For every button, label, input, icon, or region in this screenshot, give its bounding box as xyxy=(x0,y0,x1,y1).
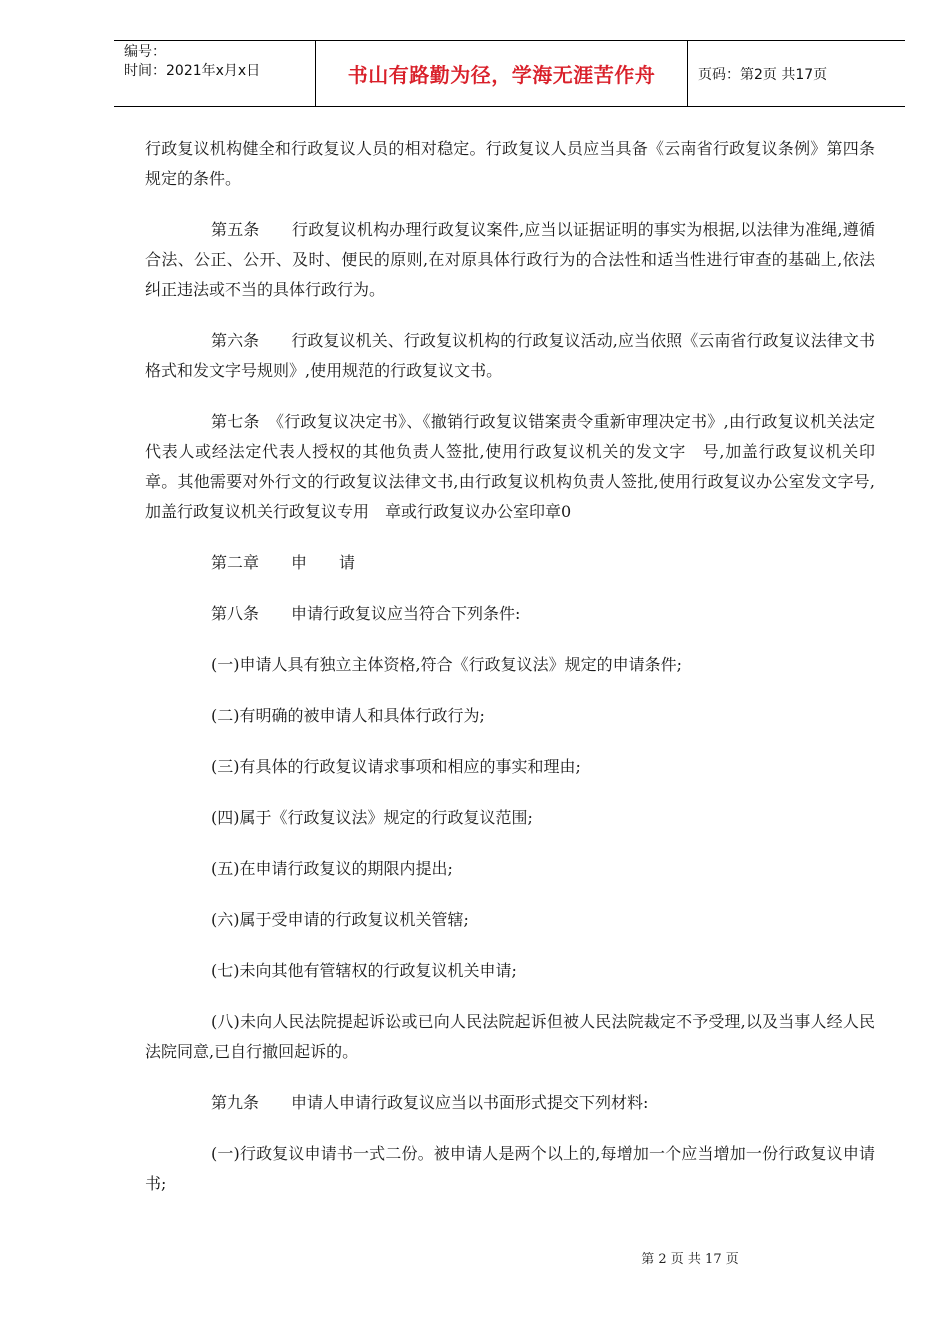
list-item: (三)有具体的行政复议请求事项和相应的事实和理由; xyxy=(211,757,581,776)
list-item: (六)属于受申请的行政复议机关管辖; xyxy=(211,910,469,929)
document-number-label: 编号： xyxy=(124,44,166,60)
header-page-info: 页码：第2页 共17页 xyxy=(698,66,828,83)
page-header xyxy=(114,40,905,107)
header-meta-cell xyxy=(114,41,316,106)
paragraph: 第七条 《行政复议决定书》、《撤销行政复议错案责令重新审理决定书》,由行政复议机关法定代表人或经法定代表人授权的其他负责人签批,使用行政复议机关的发文字 号,加盖行政复议机关印章。其他需要对外行文的行政复议法律文书,由行政复议机构负责人签批,使用行政复议办公室发文字号,加盖行政复议机关行政复议专用 章或行政复议办公室印章0 xyxy=(145,412,875,521)
paragraph: 第五条 行政复议机构办理行政复议案件,应当以证据证明的事实为根据,以法律为准绳,遵循合法、公正、公开、及时、便民的原则,在对原具体行政行为的合法性和适当性进行审查的基础上,依法纠正违法或不当的具体行政行为。 xyxy=(145,220,875,299)
paragraph: 第六条 行政复议机关、行政复议机构的行政复议活动,应当依照《云南省行政复议法律文书格式和发文字号规则》,使用规范的行政复议文书。 xyxy=(145,331,875,380)
paragraph: 第八条 申请行政复议应当符合下列条件: xyxy=(211,604,521,623)
header-motto: 书山有路勤为径，学海无涯苦作舟 xyxy=(316,41,688,106)
chapter-heading: 第二章 申 请 xyxy=(211,553,356,572)
paragraph: 行政复议机构健全和行政复议人员的相对稳定。行政复议人员应当具备《云南省行政复议条例》第四条规定的条件。 xyxy=(145,139,875,188)
list-item: (一)行政复议申请书一式二份。被申请人是两个以上的,每增加一个应当增加一份行政复议申请书; xyxy=(145,1144,875,1193)
list-item: (四)属于《行政复议法》规定的行政复议范围; xyxy=(211,808,533,827)
list-item: (五)在申请行政复议的期限内提出; xyxy=(211,859,453,878)
footer-page-number: 第 2 页 共 17 页 xyxy=(641,1252,739,1267)
list-item: (一)申请人具有独立主体资格,符合《行政复议法》规定的申请条件; xyxy=(211,655,682,674)
list-item: (八)未向人民法院提起诉讼或已向人民法院起诉但被人民法院裁定不予受理,以及当事人经人民法院同意,已自行撤回起诉的。 xyxy=(145,1012,875,1061)
document-body xyxy=(145,134,875,1220)
list-item: (七)未向其他有管辖权的行政复议机关申请; xyxy=(211,961,517,980)
paragraph: 第九条 申请人申请行政复议应当以书面形式提交下列材料: xyxy=(211,1093,649,1112)
document-time-label: 时间：2021年x月x日 xyxy=(124,63,261,79)
list-item: (二)有明确的被申请人和具体行政行为; xyxy=(211,706,485,725)
page-footer xyxy=(0,1248,950,1267)
